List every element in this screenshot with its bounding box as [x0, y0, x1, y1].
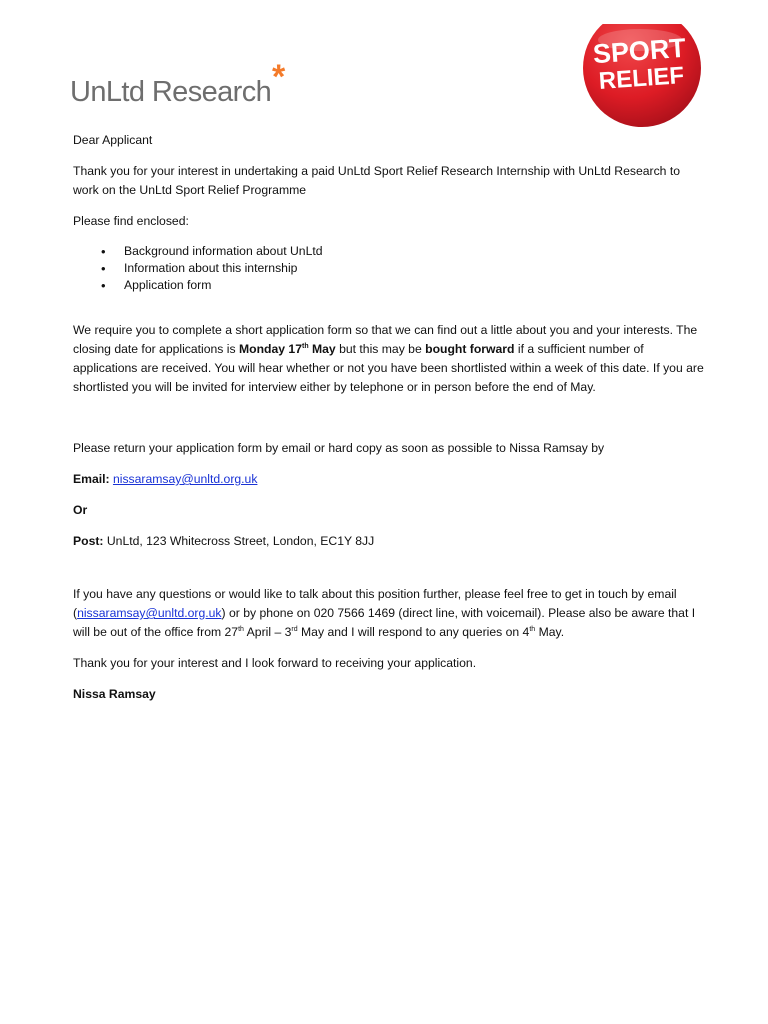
away-end-suffix: rd	[291, 625, 298, 633]
away-end-month: May	[301, 625, 325, 639]
list-item: • Application form	[73, 277, 705, 294]
away-start-suffix: th	[238, 625, 244, 633]
questions-paragraph	[73, 585, 705, 642]
list-item: • Information about this internship	[73, 260, 705, 277]
email-label: Email:	[73, 472, 110, 486]
post-address: UnLtd, 123 Whitecross Street, London, EC1Y 8JJ	[106, 534, 375, 548]
email-line	[73, 470, 705, 489]
post-line	[73, 532, 705, 551]
email-link[interactable]: nissaramsay@unltd.org.uk	[112, 472, 258, 486]
sport-relief-logo	[580, 24, 704, 128]
requirement-text-1: We require you to complete a short application form so that we can find out a little about you and your interests. The closing date for applications is	[73, 323, 698, 356]
enclosed-heading: Please find enclosed:	[73, 214, 189, 228]
or-text: Or	[73, 503, 88, 517]
sport-relief-disc-icon	[580, 24, 704, 128]
questions-text-4: and I will respond to any queries on 4	[327, 625, 530, 639]
closing-line: Thank you for your interest and I look forward to receiving your application.	[73, 656, 477, 670]
closing-date	[239, 342, 336, 356]
requirement-text-3: if a sufficient number of applications are received. You will hear whether or not you have been shortlisted within a week of this date. If you are shortlisted you will be invited for interview either by telephone or in person before the end of May.	[73, 342, 704, 394]
enclosed-list	[73, 243, 705, 294]
questions-text-3: (direct line, with voicemail). Please also be aware that I will be out of the office from	[73, 606, 696, 639]
closing-date-month: May	[311, 342, 336, 356]
phone-number: 020 7566 1469	[313, 606, 396, 620]
questions-text-2: ) or by phone on	[221, 606, 311, 620]
intro-paragraph: Thank you for your interest in undertaking a paid UnLtd Sport Relief Research Internship with UnLtd Research to work on the UnLtd Sport Relief Programme	[73, 164, 680, 197]
sport-relief-line1: SPORT	[591, 32, 687, 70]
away-start-day: 27	[224, 625, 239, 639]
closing-date-day: Monday 17	[238, 342, 302, 356]
date-dash: –	[274, 625, 282, 639]
post-label: Post:	[73, 534, 104, 548]
away-start-month: April	[246, 625, 272, 639]
unltd-research-logo-text: UnLtd Research	[70, 76, 272, 108]
away-end-day: 3	[284, 625, 292, 639]
return-instruction: Please return your application form by email or hard copy as soon as possible to Nissa Ramsay by	[73, 441, 605, 455]
questions-text-5: May.	[538, 625, 565, 639]
requirement-paragraph	[73, 321, 705, 397]
bought-forward: bought forward	[425, 342, 515, 356]
email-link[interactable]: nissaramsay@unltd.org.uk	[77, 606, 222, 620]
letter-body	[73, 131, 705, 704]
closing-date-suffix: th	[301, 342, 309, 350]
unltd-research-logo	[70, 58, 310, 112]
requirement-text-2: but this may be	[339, 342, 422, 356]
sport-relief-line2: RELIEF	[597, 62, 685, 95]
list-item: • Background information about UnLtd	[73, 243, 705, 260]
questions-text-1: If you have any questions or would like to talk about this position further, please feel free to get in touch by email (	[73, 587, 677, 620]
return-date-suffix: th	[529, 625, 536, 633]
asterisk-icon: *	[272, 58, 286, 96]
salutation: Dear Applicant	[73, 133, 153, 147]
signature: Nissa Ramsay	[73, 687, 156, 701]
